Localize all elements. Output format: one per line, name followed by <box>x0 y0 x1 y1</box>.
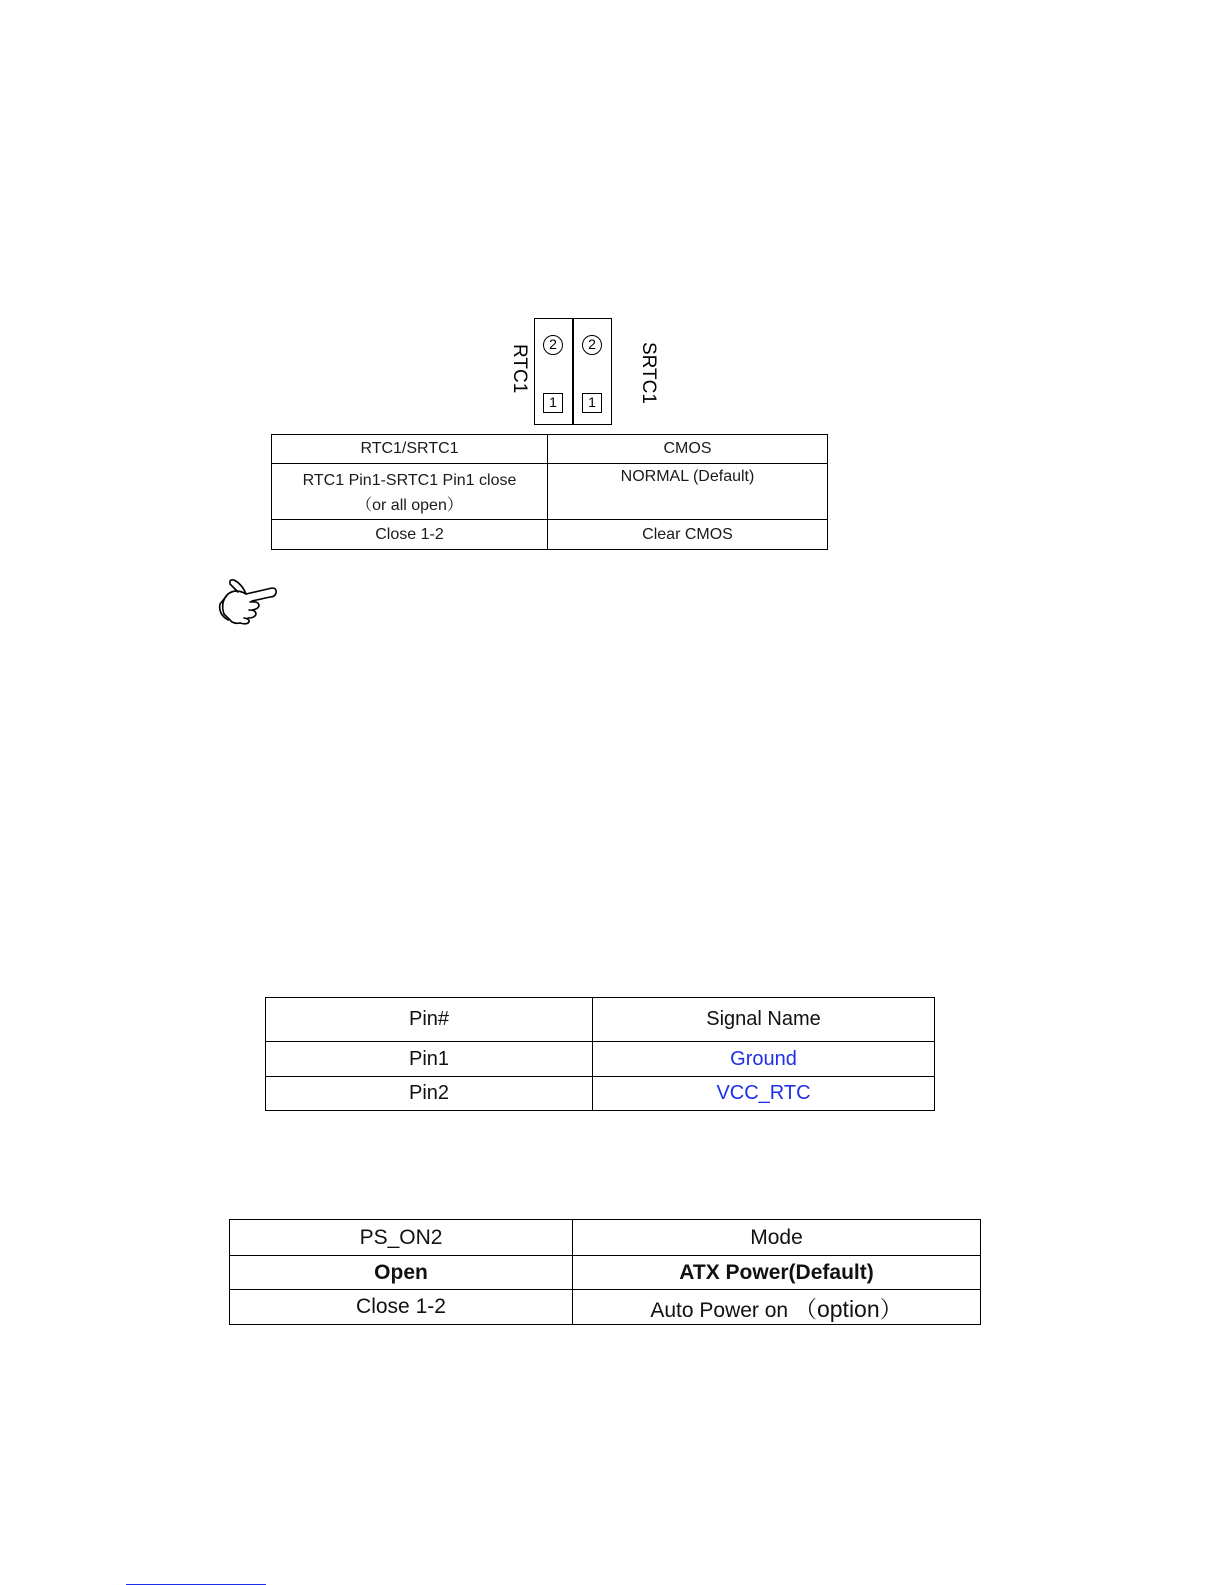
rtc1-jumper-block <box>534 318 573 425</box>
rtc1-label: RTC1 <box>509 344 530 394</box>
ps-row1-setting: Open <box>230 1256 573 1290</box>
cmos-row1-setting-note: （or all open） <box>356 497 463 514</box>
pin-row2-pin: Pin2 <box>266 1077 593 1111</box>
pointing-hand-icon <box>216 574 280 626</box>
pin-table-header-signal: Signal Name <box>593 998 935 1042</box>
pin-row1-pin: Pin1 <box>266 1042 593 1077</box>
ps-table-header-mode: Mode <box>573 1220 981 1256</box>
pin-table-header-pin: Pin# <box>266 998 593 1042</box>
rtc1-pin1-square: 1 <box>543 393 563 413</box>
srtc1-pin1-square: 1 <box>582 393 602 413</box>
ps-row2-setting: Close 1-2 <box>230 1290 573 1325</box>
srtc1-label: SRTC1 <box>638 342 659 404</box>
pin-row1-signal: Ground <box>593 1042 935 1077</box>
ps-on2-table <box>229 1219 981 1325</box>
ps-row2-mode-suffix: （option） <box>793 1295 903 1322</box>
srtc1-jumper-block <box>573 318 612 425</box>
cmos-row1-setting: RTC1 Pin1-SRTC1 Pin1 close <box>302 472 517 489</box>
ps-row2-mode: Auto Power on <box>650 1298 789 1322</box>
srtc1-pin2-circle: 2 <box>582 335 602 355</box>
cmos-row2-setting: Close 1-2 <box>272 520 548 550</box>
rtc1-pin2-circle: 2 <box>543 335 563 355</box>
cmos-row1-value: NORMAL (Default) <box>548 464 828 520</box>
ps-table-header-setting: PS_ON2 <box>230 1220 573 1256</box>
ps-row2-mode-cell <box>573 1290 981 1325</box>
pin-row2-signal: VCC_RTC <box>593 1077 935 1111</box>
cmos-jumper-table <box>271 434 828 550</box>
cmos-table-header-cmos: CMOS <box>548 435 828 464</box>
ps-row1-mode: ATX Power(Default) <box>573 1256 981 1290</box>
cmos-table-header-setting: RTC1/SRTC1 <box>272 435 548 464</box>
pin-signal-table <box>265 997 935 1111</box>
cmos-row2-value: Clear CMOS <box>548 520 828 550</box>
cmos-table-cell <box>272 464 548 520</box>
